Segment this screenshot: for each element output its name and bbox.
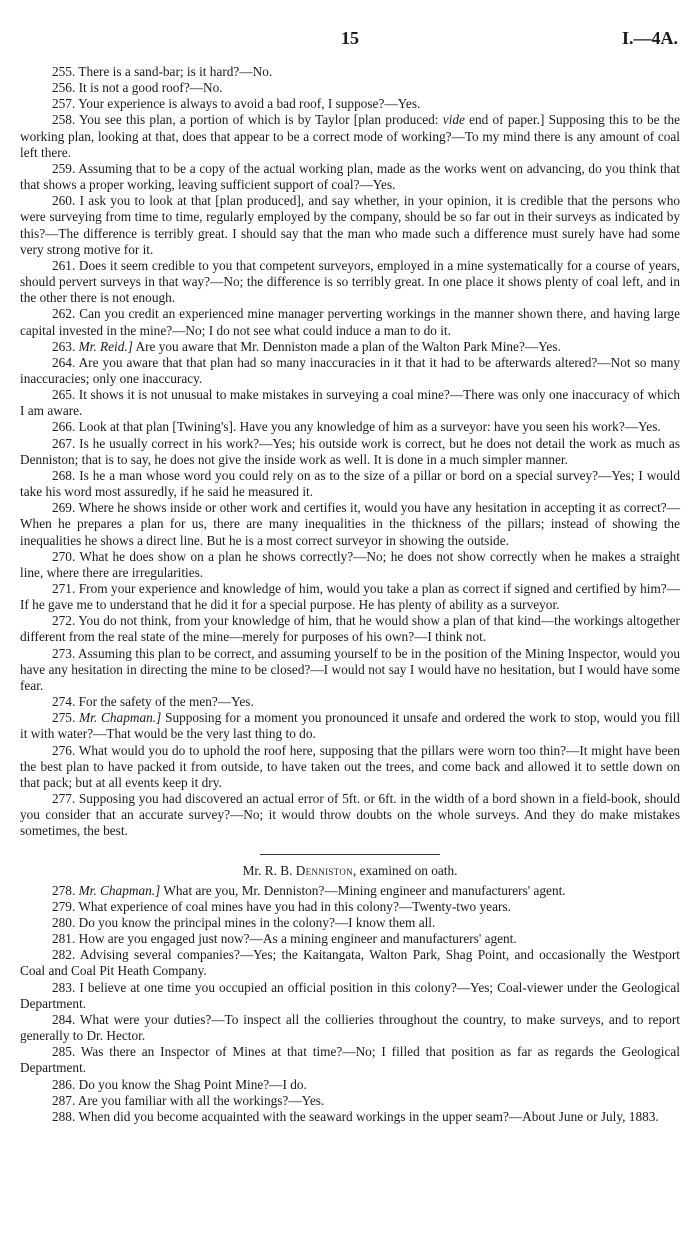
speaker: Mr. Chapman.]: [79, 710, 162, 726]
qa-paragraph: 277. Supposing you had discovered an actual error of 5ft. or 6ft. in the width of a bord shown in a field-book, should you consider that an accurate survey?—No; it would throw doubts on the whole surveys. And they do make mistakes sometimes, the best.: [20, 791, 680, 839]
qa-text: 258. You see this plan, a portion of which is by Taylor [plan produced:: [52, 112, 439, 128]
qa-paragraph: 285. Was there an Inspector of Mines at that time?—No; I filled that position as far as regards the Geological Department.: [20, 1044, 680, 1076]
qa-paragraph: 266. Look at that plan [Twining's]. Have you any knowledge of him as a surveyor: have you seen his work?—Yes.: [52, 419, 661, 435]
qa-paragraph: 287. Are you familiar with all the workings?—Yes.: [52, 1092, 325, 1108]
qa-paragraph: 273. Assuming this plan to be correct, and assuming yourself to be in the position of the Mining Inspector, would you have any hesitation in directing the mine to be closed?—I would not say I would have no hesitation, but I would have some fear.: [20, 645, 680, 693]
qa-paragraph: 256. It is not a good roof?—No.: [52, 80, 223, 96]
evidence-text: [20, 64, 680, 1125]
qa-paragraph: 274. For the safety of the men?—Yes.: [52, 694, 254, 710]
witness-prefix: Mr. R. B.: [242, 862, 293, 878]
qa-paragraph: 264. Are you aware that that plan had so many inaccuracies in it that it had to be afterwards altered?—Not so many inaccuracies; only one inaccuracy.: [20, 354, 680, 386]
qa-paragraph: 281. How are you engaged just now?—As a mining engineer and manufacturers' agent.: [52, 931, 517, 947]
qa-paragraph: 279. What experience of coal mines have you had in this colony?—Twenty-two years.: [52, 898, 511, 914]
section-divider: [260, 854, 440, 855]
qa-paragraph: 271. From your experience and knowledge of him, would you take a plan as correct if signed and certified by him?—If he gave me to understand that he did it for a special purpose. He has plenty of ability as a surveyor.: [20, 581, 680, 613]
qa-paragraph: 265. It shows it is not unusual to make mistakes in surveying a coal mine?—There was only one inaccuracy of which I am aware.: [20, 387, 680, 419]
question-number: 275.: [52, 710, 76, 726]
qa-paragraph: 270. What he does show on a plan he shows correctly?—No; he does not show correctly when he makes a straight line, where there are irregularities.: [20, 548, 680, 580]
qa-text: What are you, Mr. Denniston?—Mining engineer and manufacturers' agent.: [163, 882, 566, 898]
qa-paragraph: [20, 339, 680, 355]
qa-paragraph: 272. You do not think, from your knowledge of him, that he would show a plan of that kind—the workings altogether different from the real state of the mine—merely for purposes of his own?—I think not.: [20, 613, 680, 645]
witness-heading: [20, 863, 680, 879]
qa-paragraph: [20, 883, 680, 899]
qa-paragraph: 259. Assuming that to be a copy of the actual working plan, made as the works went on advancing, do you think that that shows a proper working, leaving sufficient support of coal?—Yes.: [20, 160, 680, 193]
qa-paragraph: 261. Does it seem credible to you that competent surveyors, employed in a mine systematically for a course of years, should pervert surveys in that way?—No; the difference is so terribly great. In one place it shows plenty of coal left, and in the other there is not enough.: [20, 257, 680, 306]
qa-paragraph: 268. Is he a man whose word you could rely on as to the size of a pillar or bord on a special survey?—Yes; I would take his word most assuredly, if he said he measured it.: [20, 467, 680, 500]
page-number: 15: [341, 28, 359, 48]
qa-text: Are you aware that Mr. Denniston made a plan of the Walton Park Mine?—Yes.: [135, 338, 561, 354]
page-header: [0, 28, 700, 52]
qa-paragraph: [20, 112, 680, 160]
qa-paragraph: 276. What would you do to uphold the roof here, supposing that the pillars were worn too thin?—It might have been the best plan to have packed it from outside, to have taken out the trees, and come back and allowed it to settle down on that pack; but at all events keep it dry.: [20, 742, 680, 790]
speaker: Mr. Chapman.]: [78, 882, 161, 898]
qa-paragraph: 260. I ask you to look at that [plan produced], and say whether, in your opinion, it is credible that the persons who were surveying from time to time, regularly employed by the company, should be so far out in their surveys as indicated by this?—The difference is terribly great. I should say that the man who made such a difference must surely have had some very strong motive for it.: [20, 193, 680, 257]
qa-paragraph: 280. Do you know the principal mines in the colony?—I know them all.: [52, 914, 436, 930]
qa-paragraph: 283. I believe at one time you occupied an official position in this colony?—Yes; Coal-viewer under the Geological Department.: [20, 979, 680, 1011]
question-number: 263.: [52, 338, 76, 354]
qa-paragraph: 269. Where he shows inside or other work and certifies it, would you have any hesitation in accepting it as correct?—When he prepares a plan for us, there are many inequalities in the thickness of the pillars; instead of showing the inequalities he shows a direct line. But he is a most correct surveyor in showing the outside.: [20, 500, 680, 548]
qa-paragraph: 286. Do you know the Shag Point Mine?—I do.: [52, 1076, 307, 1092]
qa-text: Supposing for a moment you pronounced it unsafe and ordered the work to stop, would you fill it with water?—That would be the very last thing to do.: [20, 710, 681, 742]
qa-paragraph: 255. There is a sand-bar; is it hard?—No.: [52, 64, 273, 79]
qa-paragraph: 284. What were your duties?—To inspect all the collieries throughout the country, to make surveys, and to report generally to Dr. Hector.: [20, 1011, 680, 1044]
vide-italic: vide: [442, 112, 465, 128]
witness-name: Denniston: [295, 862, 353, 878]
qa-paragraph: 267. Is he usually correct in his work?—Yes; his outside work is correct, but he does not detail the work as much as Denniston; that is to say, he does not give the inside work as well. It is done in a much simpler manner.: [20, 435, 680, 467]
witness-suffix: , examined on oath.: [352, 862, 458, 878]
qa-paragraph: 288. When did you become acquainted with the seaward workings in the upper seam?—About June or July, 1883.: [52, 1108, 659, 1124]
qa-paragraph: [20, 710, 680, 742]
qa-paragraph: 257. Your experience is always to avoid a bad roof, I suppose?—Yes.: [52, 96, 421, 112]
qa-paragraph: 282. Advising several companies?—Yes; the Kaitangata, Walton Park, Shag Point, and occasionally the Westport Coal and Coal Pit Heath Company.: [20, 947, 680, 979]
document-reference: I.—4A.: [621, 28, 678, 48]
speaker: Mr. Reid.]: [78, 338, 133, 354]
qa-text: end of paper.] Supposing this to be the working plan, looking at that, does that appear to be a correct mode of working?—To my mind there is any amount of coal left there.: [20, 112, 681, 160]
question-number: 278.: [52, 882, 76, 898]
qa-paragraph: 262. Can you credit an experienced mine manager perverting workings in the manner shown there, and having large capital invested in the mine?—No; I do not see what could induce a man to do it.: [20, 306, 680, 338]
